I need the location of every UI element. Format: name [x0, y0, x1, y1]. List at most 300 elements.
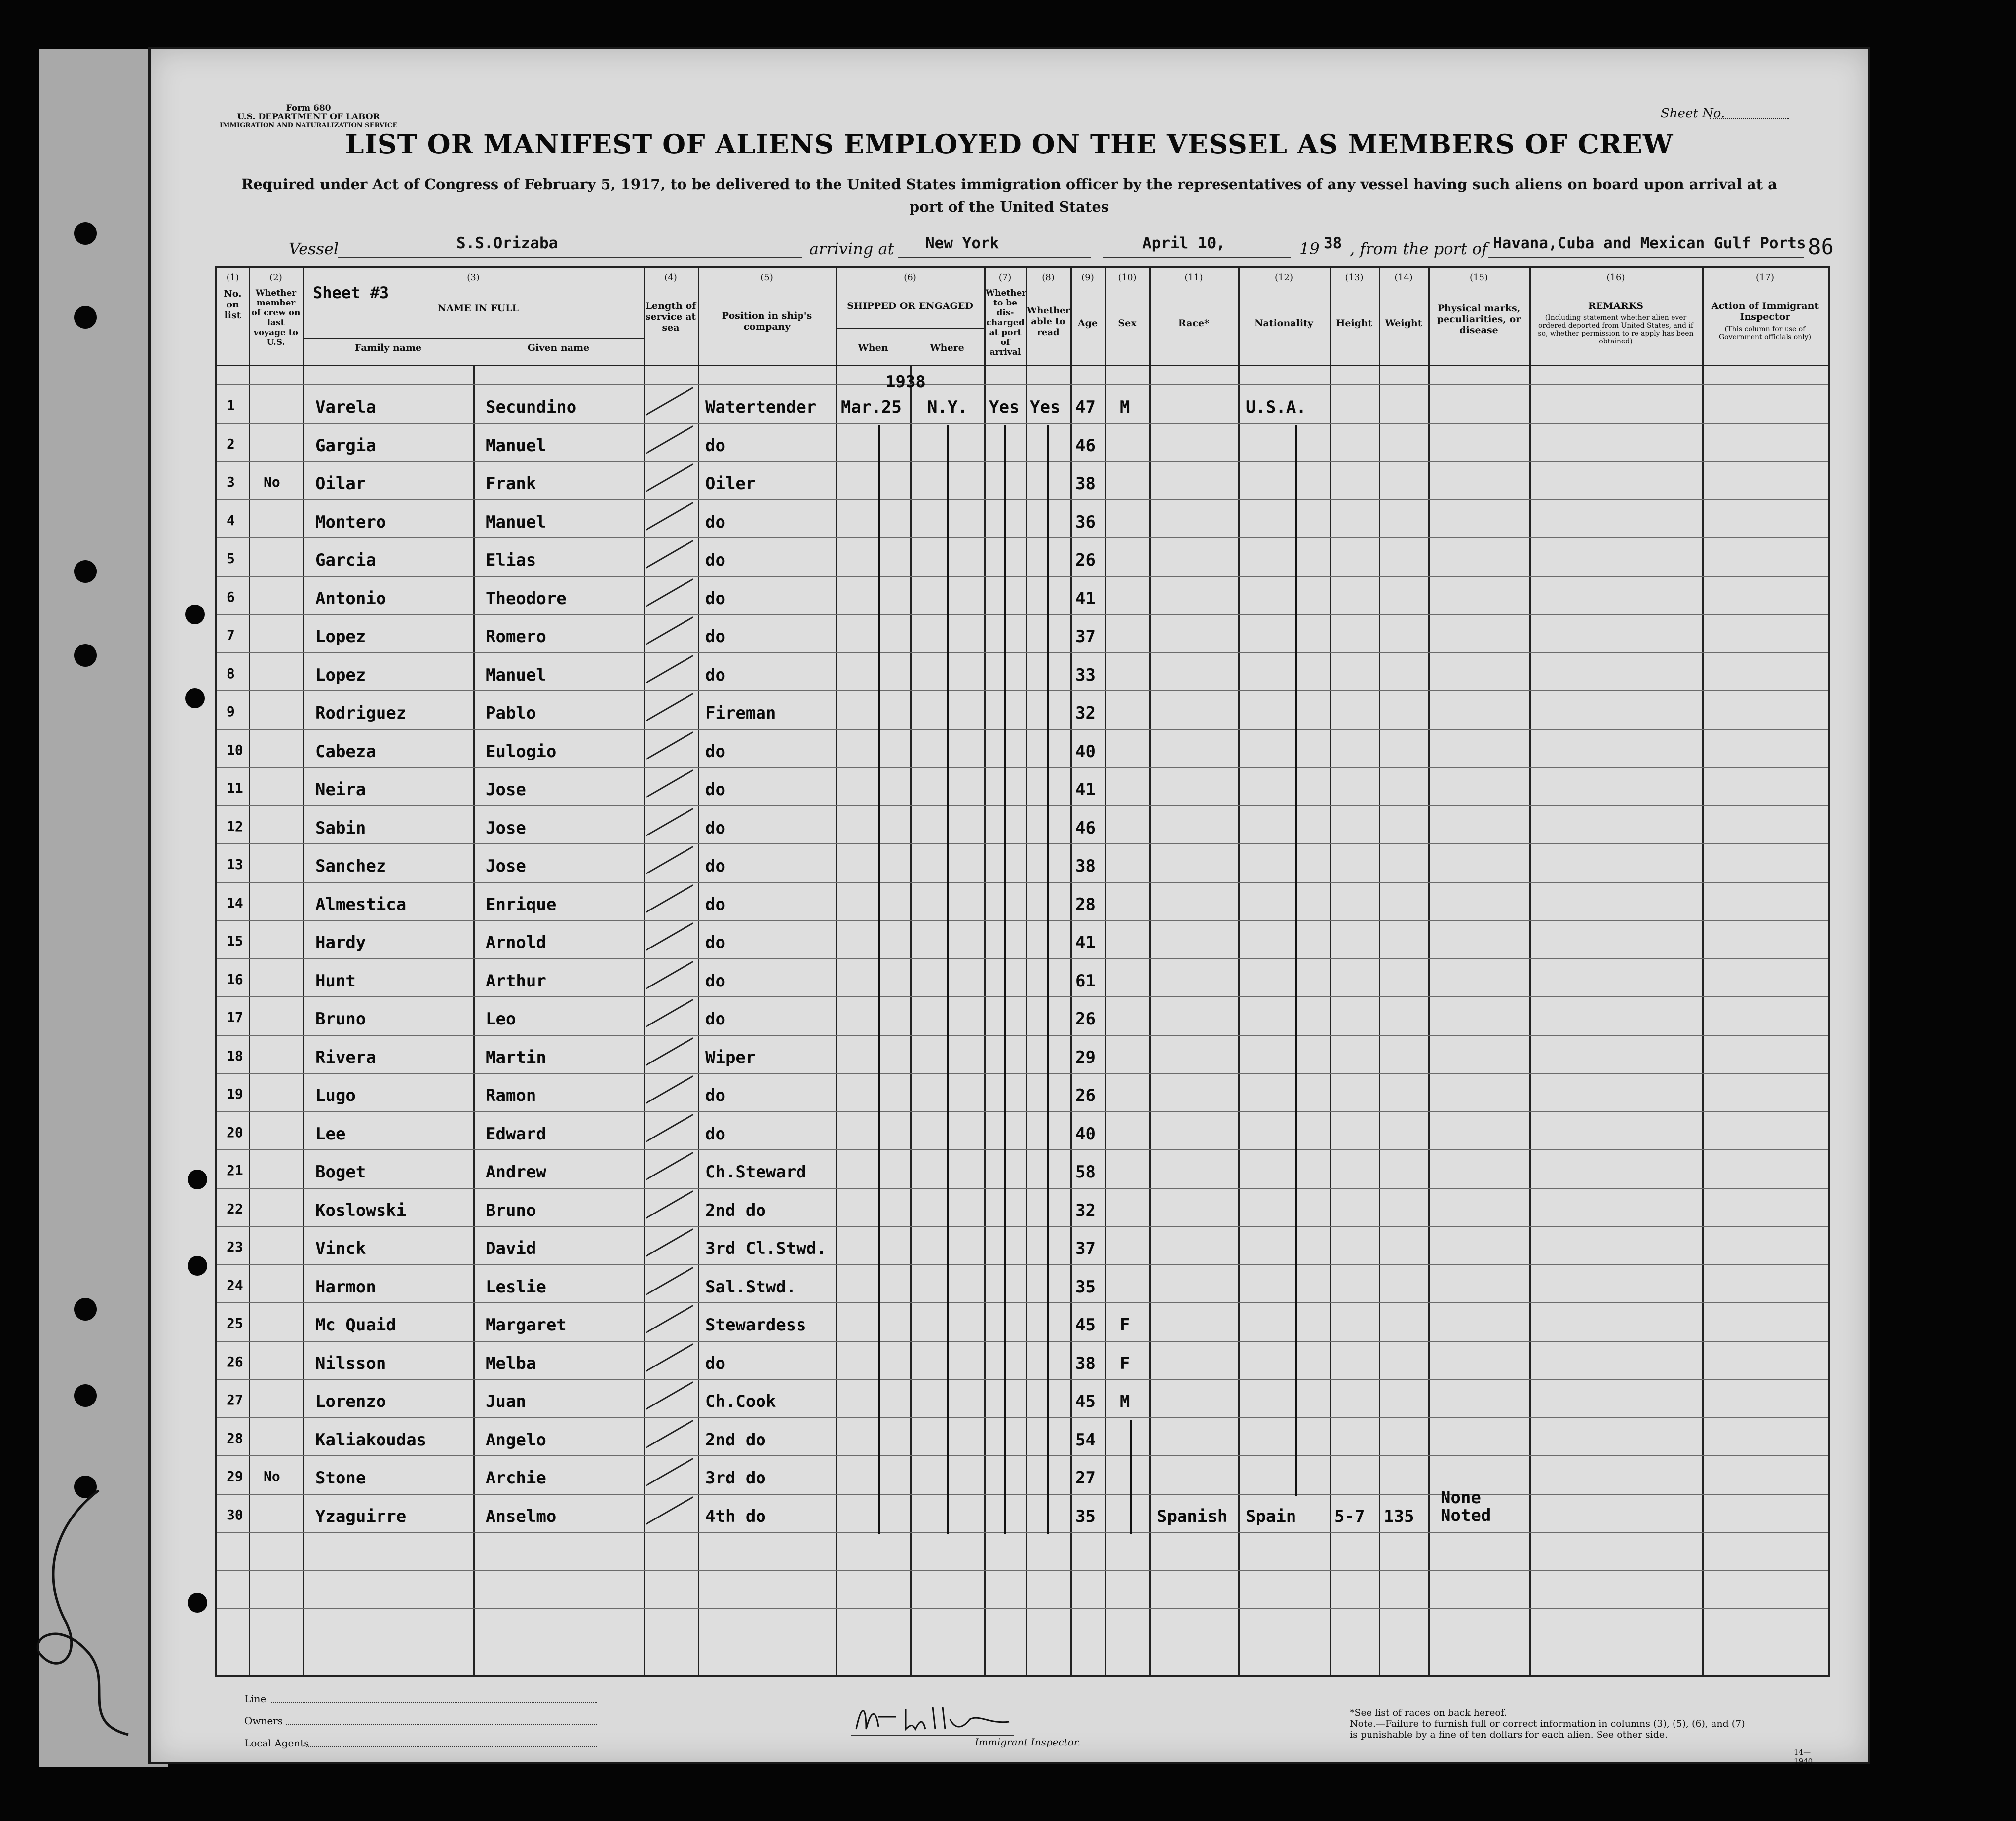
punch-hole — [188, 1256, 207, 1276]
cell-no: 10 — [227, 741, 243, 758]
column-rule — [1238, 268, 1240, 1675]
cell-family: Yzaguirre — [315, 1506, 407, 1526]
cell-age: 38 — [1075, 1353, 1096, 1373]
vessel-underline — [338, 257, 802, 258]
cell-position: do — [705, 933, 725, 952]
cell-family: Lopez — [315, 665, 366, 685]
cell-no: 11 — [227, 780, 243, 796]
cell-no: 20 — [227, 1124, 243, 1140]
cell-age: 26 — [1075, 1086, 1096, 1105]
cell-family: Hardy — [315, 933, 366, 952]
head-action-sub: (This column for use of Government officials only) — [1718, 325, 1812, 341]
service-tick-mark — [646, 387, 693, 416]
cell-given: Enrique — [486, 894, 557, 914]
col-num-10: (10) — [1118, 272, 1137, 283]
cell-position: do — [705, 1353, 725, 1373]
form-number: Form 680 — [286, 103, 331, 113]
row-rule — [217, 652, 1828, 653]
cell-age: 33 — [1075, 665, 1096, 685]
service-tick-mark — [646, 1228, 693, 1257]
cell-age: 41 — [1075, 933, 1096, 952]
col-num-8: (8) — [1042, 272, 1055, 283]
head-shipped-engaged: SHIPPED OR ENGAGED — [847, 301, 973, 311]
cell-no: 1 — [227, 397, 235, 414]
col-num-7: (7) — [998, 272, 1012, 283]
cell-age: 32 — [1075, 703, 1096, 723]
cell-given: Jose — [486, 856, 526, 876]
cell-race: Spanish — [1157, 1506, 1228, 1526]
cell-position: 3rd do — [705, 1468, 766, 1488]
cell-position: do — [705, 971, 725, 991]
cell-family: Rodriguez — [315, 703, 407, 723]
cell-given: Anselmo — [486, 1506, 557, 1526]
cell-family: Stone — [315, 1468, 366, 1488]
cell-age: 58 — [1075, 1162, 1096, 1182]
cell-no: 8 — [227, 665, 235, 682]
head-physical-marks: Physical marks, peculiarities, or disease — [1437, 303, 1521, 336]
cell-no: 7 — [227, 627, 235, 643]
head-able-read: Whether able to read — [1027, 305, 1070, 338]
cell-family: Oilar — [315, 474, 366, 493]
head-weight: Weight — [1385, 318, 1422, 329]
cell-family: Cabeza — [315, 741, 376, 761]
cell-position: 3rd Cl.Stwd. — [705, 1239, 827, 1258]
owners-field — [286, 1724, 597, 1725]
cell-family: Vinck — [315, 1239, 366, 1258]
service-tick-mark — [646, 1420, 693, 1448]
arriving-label: arriving at — [809, 239, 894, 258]
cell-family: Varela — [315, 397, 376, 417]
agents-field — [306, 1746, 597, 1747]
cell-given: Juan — [486, 1392, 526, 1411]
inspector-signature — [851, 1700, 1014, 1739]
line-label: Line — [244, 1693, 266, 1705]
column-rule — [1070, 268, 1072, 1675]
row-rule — [217, 1532, 1828, 1533]
cell-nationality: Spain — [1246, 1506, 1296, 1526]
cell-given: Arthur — [486, 971, 546, 991]
service-tick-mark — [646, 1037, 693, 1066]
cell-given: Edward — [486, 1124, 546, 1144]
cell-position: Ch.Steward — [705, 1162, 806, 1182]
sheet-no-line — [1710, 118, 1789, 119]
cell-position: 4th do — [705, 1506, 766, 1526]
date-underline — [1103, 257, 1291, 258]
cell-no: 23 — [227, 1239, 243, 1255]
from-label: , from the port of — [1350, 239, 1488, 258]
cell-no: 15 — [227, 933, 243, 949]
col-num-17: (17) — [1756, 272, 1774, 283]
head-remarks-sub: (Including statement whether alien ever ordered deported from United States, and if so, whether permission to re-apply has been obtained) — [1538, 314, 1694, 345]
cell-given: Theodore — [486, 588, 567, 608]
head-age: Age — [1077, 318, 1098, 329]
cell-position: do — [705, 512, 725, 532]
cell-no: 28 — [227, 1430, 243, 1446]
cell-voyage: No — [264, 1468, 280, 1484]
head-where: Where — [930, 342, 964, 353]
line-field — [271, 1702, 597, 1703]
cell-given: Jose — [486, 780, 526, 799]
service-tick-mark — [646, 1267, 693, 1295]
cell-given: Manuel — [486, 435, 546, 455]
cell-no: 19 — [227, 1086, 243, 1102]
row-rule — [217, 1417, 1828, 1418]
punch-hole — [74, 644, 97, 667]
col-num-12: (12) — [1275, 272, 1293, 283]
column-rule — [644, 268, 645, 1675]
service-tick-mark — [646, 1305, 693, 1333]
column-rule — [698, 268, 699, 1675]
head-discharged: Whether to be dis-charged at port of arrival — [986, 288, 1027, 357]
inspector-label: Immigrant Inspector. — [975, 1736, 1081, 1748]
cell-position: Wiper — [705, 1047, 756, 1067]
column-rule — [1026, 268, 1027, 1675]
row-rule — [217, 1149, 1828, 1150]
head-sex: Sex — [1118, 318, 1137, 329]
sheet-hand-label: Sheet #3 — [313, 283, 389, 302]
punch-hole — [74, 1298, 97, 1321]
row-rule — [217, 1379, 1828, 1380]
row-rule — [217, 576, 1828, 577]
cell-family: Sabin — [315, 818, 366, 838]
row-rule — [217, 423, 1828, 424]
row-rule — [217, 461, 1828, 462]
vessel-line — [289, 234, 1819, 264]
column-rule — [984, 268, 986, 1675]
row-rule — [217, 1455, 1828, 1456]
header-rule — [217, 365, 1828, 366]
cell-family: Lee — [315, 1124, 346, 1144]
manifest-sheet — [148, 47, 1870, 1764]
cell-no: 27 — [227, 1392, 243, 1408]
cell-age: 47 — [1075, 397, 1096, 417]
cell-where: N.Y. — [927, 397, 968, 417]
cell-given: Frank — [486, 474, 536, 493]
cell-sex: F — [1120, 1315, 1130, 1335]
column-rule — [473, 365, 475, 1675]
cell-no: 3 — [227, 474, 235, 490]
row-rule — [217, 1073, 1828, 1074]
cell-position: 2nd do — [705, 1430, 766, 1450]
row-rule — [217, 384, 1828, 385]
cell-age: 26 — [1075, 1009, 1096, 1029]
head-remarks: REMARKS — [1588, 301, 1644, 311]
cell-position: Watertender — [705, 397, 817, 417]
cell-age: 35 — [1075, 1506, 1096, 1526]
ditto-line — [947, 425, 949, 1535]
cell-position: do — [705, 1086, 725, 1105]
cell-family: Garcia — [315, 550, 376, 570]
page-title: LIST OR MANIFEST OF ALIENS EMPLOYED ON THE VESSEL AS MEMBERS OF CREW — [345, 128, 1674, 160]
cell-family: Hunt — [315, 971, 356, 991]
cell-age: 28 — [1075, 894, 1096, 914]
service-tick-mark — [646, 578, 693, 607]
cell-no: 26 — [227, 1353, 243, 1370]
head-family-name: Family name — [354, 342, 422, 353]
cell-nationality: U.S.A. — [1246, 397, 1306, 417]
column-rule — [1529, 268, 1531, 1675]
cell-position: Fireman — [705, 703, 776, 723]
row-rule — [217, 843, 1828, 844]
service-tick-mark — [646, 1458, 693, 1486]
note-races: *See list of races on back hereof. — [1350, 1707, 1507, 1718]
head-name-in-full: NAME IN FULL — [438, 303, 519, 314]
column-rule — [303, 268, 304, 1675]
column-rule — [1379, 268, 1380, 1675]
cell-age: 61 — [1075, 971, 1096, 991]
punch-hole — [185, 688, 205, 708]
cell-age: 26 — [1075, 550, 1096, 570]
service-tick-mark — [646, 1190, 693, 1219]
row-rule — [217, 958, 1828, 959]
cell-position: do — [705, 627, 725, 646]
service-tick-mark — [646, 961, 693, 989]
arriving-underline — [898, 257, 1091, 258]
column-rule — [1702, 268, 1704, 1675]
col-num-15: (15) — [1470, 272, 1488, 283]
col-num-3: (3) — [467, 272, 480, 283]
ditto-line — [1130, 1420, 1132, 1535]
cell-position: do — [705, 1009, 725, 1029]
cell-family: Almestica — [315, 894, 407, 914]
agents-label: Local Agents — [244, 1737, 309, 1749]
cell-given: Ramon — [486, 1086, 536, 1105]
cell-no: 18 — [227, 1047, 243, 1064]
row-rule — [217, 499, 1828, 500]
vessel-label: Vessel — [289, 239, 339, 258]
punch-hole — [185, 605, 205, 624]
row-rule — [217, 1035, 1828, 1036]
cell-age: 54 — [1075, 1430, 1096, 1450]
service-tick-mark — [646, 846, 693, 874]
cell-age: 40 — [1075, 1124, 1096, 1144]
page-number: 86 — [1808, 234, 1834, 260]
cell-family: Bruno — [315, 1009, 366, 1029]
cell-age: 37 — [1075, 1239, 1096, 1258]
col-num-4: (4) — [664, 272, 677, 283]
cell-position: Stewardess — [705, 1315, 806, 1335]
service-tick-mark — [646, 1114, 693, 1142]
head-last-voyage: Whether member of crew on last voyage to U.S. — [251, 288, 301, 347]
service-tick-mark — [646, 616, 693, 645]
cell-no: 9 — [227, 703, 235, 720]
col-num-6: (6) — [904, 272, 916, 283]
cell-age: 41 — [1075, 780, 1096, 799]
cell-given: Angelo — [486, 1430, 546, 1450]
row-rule — [217, 729, 1828, 730]
cell-given: David — [486, 1239, 536, 1258]
head-height: Height — [1336, 318, 1372, 329]
cell-no: 13 — [227, 856, 243, 873]
cell-age: 45 — [1075, 1315, 1096, 1335]
cell-given: Margaret — [486, 1315, 567, 1335]
crew-table — [215, 266, 1830, 1677]
column-rule — [249, 268, 250, 1675]
cell-no: 24 — [227, 1277, 243, 1293]
cell-no: 25 — [227, 1315, 243, 1331]
head-no-on-list: No. on list — [224, 288, 242, 321]
cell-no: 6 — [227, 588, 235, 605]
cell-family: Harmon — [315, 1277, 376, 1297]
cell-position: do — [705, 894, 725, 914]
column-rule — [1428, 268, 1430, 1675]
cell-family: Rivera — [315, 1047, 376, 1067]
cell-family: Mc Quaid — [315, 1315, 396, 1335]
cell-read: Yes — [1030, 397, 1061, 417]
header-rule — [303, 338, 644, 339]
form-code: 14—1940 — [1794, 1748, 1813, 1766]
header-rule — [836, 328, 984, 329]
arrival-date: April 10, — [1142, 234, 1225, 252]
cell-position: do — [705, 550, 725, 570]
page-subtitle: Required under Act of Congress of February 5, 1917, to be delivered to the United States immigration officer by the representatives of any vessel having such aliens on board upon arrival at a port of the United States — [241, 176, 1777, 215]
row-rule — [217, 1302, 1828, 1303]
year-written: 1938 — [885, 372, 926, 392]
cell-age: 38 — [1075, 474, 1096, 493]
cell-age: 27 — [1075, 1468, 1096, 1488]
cell-when: Mar.25 — [841, 397, 902, 417]
service-tick-mark — [646, 1152, 693, 1180]
row-rule — [217, 882, 1828, 883]
cell-position: do — [705, 780, 725, 799]
cell-position: do — [705, 588, 725, 608]
col-num-11: (11) — [1184, 272, 1203, 283]
cell-no: 14 — [227, 894, 243, 911]
cell-no: 29 — [227, 1468, 243, 1484]
cell-position: Oiler — [705, 474, 756, 493]
cell-height: 5-7 — [1334, 1506, 1365, 1526]
cell-family: Koslowski — [315, 1200, 407, 1220]
cell-family: Antonio — [315, 588, 386, 608]
cell-position: do — [705, 1124, 725, 1144]
cell-age: 41 — [1075, 588, 1096, 608]
ditto-line — [878, 425, 880, 1535]
cell-given: Leslie — [486, 1277, 546, 1297]
cell-given: Pablo — [486, 703, 536, 723]
cell-position: Sal.Stwd. — [705, 1277, 797, 1297]
cell-family: Lopez — [315, 627, 366, 646]
cell-given: Andrew — [486, 1162, 546, 1182]
cell-position: do — [705, 818, 725, 838]
cell-sex: F — [1120, 1353, 1130, 1373]
cell-given: Martin — [486, 1047, 546, 1067]
vessel-name: S.S.Orizaba — [456, 234, 558, 252]
cell-age: 35 — [1075, 1277, 1096, 1297]
cell-position: do — [705, 741, 725, 761]
service-tick-mark — [646, 769, 693, 798]
cell-given: Romero — [486, 627, 546, 646]
service-tick-mark — [646, 1381, 693, 1410]
cell-age: 38 — [1075, 856, 1096, 876]
cell-age: 45 — [1075, 1392, 1096, 1411]
cell-no: 12 — [227, 818, 243, 835]
cell-no: 21 — [227, 1162, 243, 1178]
owners-label: Owners — [244, 1715, 283, 1727]
row-rule — [217, 1570, 1828, 1571]
service-tick-mark — [646, 1075, 693, 1104]
cell-no: 5 — [227, 550, 235, 567]
punch-hole — [74, 1384, 97, 1407]
cell-family: Lugo — [315, 1086, 356, 1105]
from-port: Havana,Cuba and Mexican Gulf Ports — [1493, 234, 1806, 252]
service-tick-mark — [646, 502, 693, 531]
ditto-line — [1295, 425, 1297, 1496]
service-tick-mark — [646, 922, 693, 951]
year-prefix: 19 — [1299, 239, 1320, 258]
cell-age: 29 — [1075, 1047, 1096, 1067]
cell-voyage: No — [264, 474, 280, 490]
column-rule — [1330, 268, 1331, 1675]
head-given-name: Given name — [527, 342, 590, 353]
cell-given: Eulogio — [486, 741, 557, 761]
service-tick-mark — [646, 731, 693, 760]
col-num-5: (5) — [761, 272, 773, 283]
cell-sex: M — [1120, 1392, 1130, 1411]
cell-given: Secundino — [486, 397, 577, 417]
sheet-no-label: Sheet No. — [1661, 106, 1725, 121]
cell-family: Boget — [315, 1162, 366, 1182]
head-when: When — [858, 342, 888, 353]
row-rule — [217, 805, 1828, 806]
pen-scrawl — [30, 1490, 163, 1737]
service-tick-mark — [646, 655, 693, 683]
row-rule — [217, 1341, 1828, 1342]
note-penalty: Note.—Failure to furnish full or correct information in columns (3), (5), (6), and (7) is punishable by a fine of ten dollars for each alien. See other side. — [1350, 1718, 1745, 1740]
service-tick-mark — [646, 693, 693, 721]
cell-given: Archie — [486, 1468, 546, 1488]
row-rule — [217, 537, 1828, 538]
cell-position: do — [705, 435, 725, 455]
head-action: Action of Immigrant Inspector — [1711, 301, 1819, 322]
cell-no: 2 — [227, 435, 235, 452]
row-rule — [217, 614, 1828, 615]
cell-family: Sanchez — [315, 856, 386, 876]
col-num-9: (9) — [1081, 272, 1094, 283]
cell-no: 22 — [227, 1200, 243, 1217]
department: U.S. DEPARTMENT OF LABOR — [237, 112, 380, 122]
punch-hole — [74, 560, 97, 583]
cell-family: Kaliakoudas — [315, 1430, 427, 1450]
cell-given: Bruno — [486, 1200, 536, 1220]
column-rule — [836, 268, 837, 1675]
col-num-16: (16) — [1606, 272, 1625, 283]
cell-family: Neira — [315, 780, 366, 799]
service-tick-mark — [646, 1496, 693, 1525]
row-rule — [217, 1188, 1828, 1189]
head-position: Position in ship's company — [722, 310, 812, 332]
service-tick-mark — [646, 884, 693, 913]
service-tick-mark — [646, 425, 693, 454]
col-num-14: (14) — [1394, 272, 1413, 283]
row-rule — [217, 996, 1828, 997]
cell-age: 37 — [1075, 627, 1096, 646]
service: IMMIGRATION AND NATURALIZATION SERVICE — [220, 122, 398, 129]
form-header — [220, 104, 397, 130]
row-rule — [217, 1608, 1828, 1609]
cell-given: Leo — [486, 1009, 516, 1029]
row-rule — [217, 1226, 1828, 1227]
year-suffix: 38 — [1324, 234, 1342, 252]
row-rule — [217, 1111, 1828, 1112]
cell-position: 2nd do — [705, 1200, 766, 1220]
cell-age: 40 — [1075, 741, 1096, 761]
from-underline — [1488, 257, 1804, 258]
cell-given: Melba — [486, 1353, 536, 1373]
ditto-line — [1004, 425, 1006, 1535]
cell-no: 30 — [227, 1506, 243, 1523]
service-tick-mark — [646, 540, 693, 569]
head-race: Race* — [1178, 318, 1210, 329]
